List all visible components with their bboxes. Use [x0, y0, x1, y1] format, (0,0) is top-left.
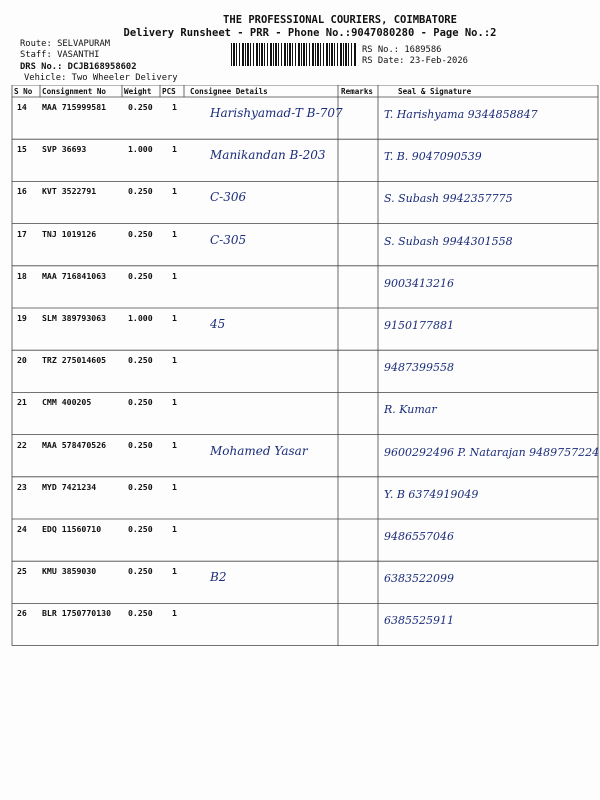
consignment-number: BLR 1750770130: [42, 608, 112, 619]
pcs-count: 1: [172, 608, 177, 619]
consignment-number: MAA 578470526: [42, 439, 107, 450]
pcs-count: 1: [172, 186, 177, 197]
consignment-number: TRZ 275014605: [42, 355, 107, 366]
weight-value: 1.000: [128, 144, 153, 155]
weight-value: 0.250: [128, 228, 153, 239]
serial-number: 20: [17, 355, 27, 366]
pcs-count: 1: [172, 270, 177, 281]
consignment-number: MAA 715999581: [42, 102, 107, 112]
pcs-count: 1: [172, 397, 177, 408]
weight-value: 0.250: [128, 270, 153, 281]
consignee-handwriting: Harishyamad-T B-707: [210, 106, 343, 120]
signature-handwriting: S. Subash 9942357775: [384, 192, 513, 206]
consignment-number: CMM 400205: [42, 397, 92, 408]
pcs-count: 1: [172, 481, 177, 492]
serial-number: 26: [17, 608, 27, 619]
col-signature-header: Seal & Signature: [398, 87, 472, 96]
weight-value: 0.250: [128, 355, 153, 366]
pcs-count: 1: [172, 439, 177, 450]
staff-label: Staff: VASANTHI: [20, 50, 100, 60]
signature-handwriting: 9003413216: [384, 276, 454, 290]
weight-value: 0.250: [128, 439, 153, 450]
serial-number: 22: [17, 439, 27, 450]
serial-number: 14: [17, 102, 27, 112]
barcode: [231, 43, 357, 66]
col-consignee-header: Consignee Details: [190, 87, 268, 96]
consignment-number: KVT 3522791: [42, 186, 97, 197]
weight-value: 0.250: [128, 102, 153, 112]
signature-handwriting: R. Kumar: [384, 403, 437, 417]
weight-value: 1.000: [128, 313, 153, 323]
consignment-number: MYD 7421234: [42, 481, 97, 492]
weight-value: 0.250: [128, 397, 153, 408]
weight-value: 0.250: [128, 566, 153, 577]
pcs-count: 1: [172, 144, 177, 155]
consignee-handwriting: C-305: [210, 232, 247, 247]
serial-number: 16: [17, 186, 27, 197]
col-weight-header: Weight: [124, 87, 152, 96]
serial-number: 21: [17, 397, 27, 408]
pcs-count: 1: [172, 566, 177, 577]
weight-value: 0.250: [128, 524, 153, 534]
col-remarks-header: Remarks: [341, 87, 374, 96]
consignment-number: TNJ 1019126: [42, 228, 97, 239]
weight-value: 0.250: [128, 608, 153, 619]
serial-number: 17: [17, 228, 27, 239]
pcs-count: 1: [172, 102, 177, 112]
consignee-handwriting: Manikandan B-203: [210, 148, 326, 163]
rs-number: RS No.: 1689586: [362, 45, 442, 55]
route-label: Route: SELVAPURAM: [20, 39, 111, 49]
vehicle-label: Vehicle: Two Wheeler Delivery: [24, 73, 178, 83]
consignment-number: SLM 389793063: [42, 313, 107, 323]
pcs-count: 1: [172, 228, 177, 239]
consignment-number: SVP 36693: [42, 144, 87, 155]
runsheet-table-lines: [0, 85, 600, 752]
consignment-number: MAA 716841063: [42, 270, 107, 281]
consignee-handwriting: Mohamed Yasar: [210, 443, 308, 458]
serial-number: 25: [17, 566, 27, 577]
col-sno-header: S No: [14, 87, 33, 96]
signature-handwriting: 9600292496 P. Natarajan 9489757224: [384, 445, 600, 459]
consignment-number: EDQ 11560710: [42, 524, 102, 534]
serial-number: 19: [17, 313, 27, 323]
signature-handwriting: T. Harishyama 9344858847: [384, 108, 538, 121]
company-title: THE PROFESSIONAL COURIERS, COIMBATORE: [223, 14, 457, 26]
runsheet-subtitle: Delivery Runsheet - PRR - Phone No.:9047080280 - Page No.:2: [123, 27, 497, 39]
rs-date: RS Date: 23-Feb-2026: [362, 56, 468, 66]
signature-handwriting: 9486557046: [384, 530, 454, 543]
consignee-handwriting: B2: [210, 570, 227, 585]
serial-number: 18: [17, 270, 27, 281]
pcs-count: 1: [172, 524, 177, 534]
serial-number: 15: [17, 144, 27, 155]
signature-handwriting: T. B. 9047090539: [384, 150, 482, 164]
signature-handwriting: 6383522099: [384, 572, 454, 586]
consignee-handwriting: 45: [210, 317, 226, 331]
drs-label: DRS No.: DCJB168958602: [20, 62, 137, 72]
signature-handwriting: 6385525911: [384, 614, 454, 628]
serial-number: 23: [17, 481, 27, 492]
signature-handwriting: Y. B 6374919049: [384, 487, 479, 501]
signature-handwriting: 9487399558: [384, 361, 454, 375]
col-pcs-header: PCS: [162, 87, 176, 96]
serial-number: 24: [17, 524, 27, 534]
signature-handwriting: S. Subash 9944301558: [384, 234, 513, 248]
consignment-number: KMU 3859030: [42, 566, 97, 577]
signature-handwriting: 9150177881: [384, 319, 454, 332]
weight-value: 0.250: [128, 186, 153, 197]
consignee-handwriting: C-306: [210, 190, 247, 205]
pcs-count: 1: [172, 355, 177, 366]
col-consignment-header: Consignment No: [42, 87, 107, 96]
pcs-count: 1: [172, 313, 177, 323]
weight-value: 0.250: [128, 481, 153, 492]
